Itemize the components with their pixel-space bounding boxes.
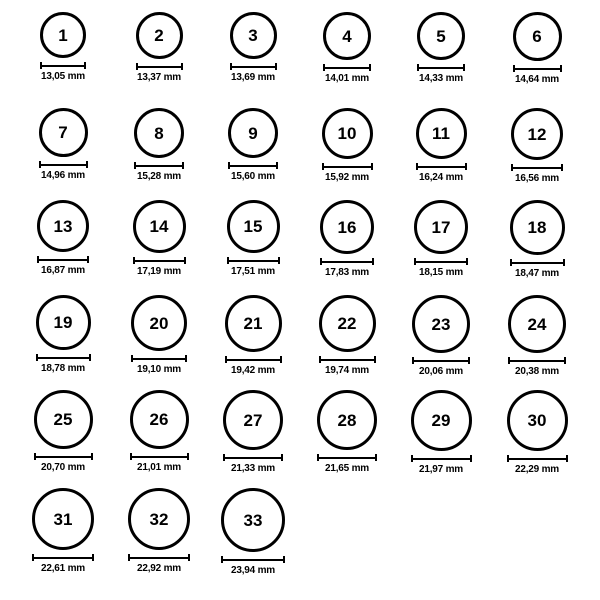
ring-diameter-label: 14,33 mm (419, 73, 463, 84)
dimension-bar-icon (133, 257, 186, 264)
dimension-bar-icon (227, 257, 280, 264)
dimension-line (317, 457, 377, 459)
ring-diameter-label: 19,74 mm (325, 365, 369, 376)
dimension-bar-icon (32, 554, 94, 561)
ring-diameter-label: 19,10 mm (137, 364, 181, 375)
ring-dimension (322, 163, 373, 183)
dimension-line (322, 166, 373, 168)
ring-dimension (36, 354, 91, 374)
ring-size-label: 20 (149, 313, 169, 333)
ring-diameter-label: 17,83 mm (325, 267, 369, 278)
dimension-bar-icon (511, 164, 563, 171)
dimension-line (227, 260, 280, 262)
ring-dimension (414, 258, 468, 278)
ring-circle (221, 488, 285, 552)
ring-dimension (134, 162, 184, 182)
ring-size-cell (395, 12, 487, 84)
dimension-bar-icon (228, 162, 278, 169)
dimension-line (136, 66, 183, 68)
ring-size-cell (113, 488, 205, 574)
dimension-bar-icon (508, 357, 566, 364)
ring-dimension (320, 258, 374, 278)
ring-size-label: 21 (243, 314, 263, 333)
ring-circle (317, 390, 377, 450)
dimension-line (37, 259, 89, 261)
dimension-bar-icon (507, 455, 568, 462)
ring-size-cell (207, 488, 299, 576)
ring-size-cell (395, 108, 487, 183)
ring-size-label: 33 (243, 510, 263, 530)
ring-circle (128, 488, 190, 550)
ring-diameter-label: 20,70 mm (41, 462, 85, 473)
ring-size-label: 22 (337, 314, 357, 333)
ring-size-cell (113, 390, 205, 473)
ring-size-label: 14 (149, 217, 169, 236)
ring-dimension (416, 163, 467, 183)
dimension-bar-icon (128, 554, 190, 561)
dimension-bar-icon (40, 62, 86, 69)
ring-size-cell (395, 295, 487, 377)
ring-size-label: 24 (527, 314, 547, 334)
ring-diameter-label: 17,51 mm (231, 266, 275, 277)
dimension-line (510, 262, 565, 264)
ring-size-label: 11 (432, 124, 450, 143)
ring-size-cell (207, 200, 299, 277)
ring-circle (513, 12, 562, 61)
dimension-line (511, 167, 563, 169)
ring-dimension (40, 62, 86, 82)
ring-diameter-label: 18,47 mm (515, 268, 559, 279)
ring-size-label: 7 (58, 123, 68, 142)
dimension-line (412, 360, 470, 362)
ring-size-cell (17, 390, 109, 473)
ring-diameter-label: 15,60 mm (231, 171, 275, 182)
ring-diameter-label: 16,87 mm (41, 265, 85, 276)
dimension-bar-icon (131, 355, 187, 362)
dimension-bar-icon (513, 65, 562, 72)
ring-diameter-label: 22,92 mm (137, 563, 181, 574)
dimension-line (40, 65, 86, 67)
ring-dimension (32, 554, 94, 574)
ring-size-label: 16 (337, 217, 357, 237)
dimension-line (128, 557, 190, 559)
ring-size-label: 31 (53, 509, 73, 529)
dimension-line (417, 67, 465, 69)
ring-size-cell (301, 295, 393, 376)
ring-size-cell (395, 200, 487, 278)
ring-size-label: 23 (431, 314, 451, 334)
ring-diameter-label: 17,19 mm (137, 266, 181, 277)
ring-size-cell (113, 295, 205, 375)
dimension-line (507, 458, 568, 460)
ring-size-cell (17, 200, 109, 276)
ring-dimension (223, 454, 283, 474)
ring-size-label: 18 (527, 218, 547, 237)
ring-size-cell (113, 12, 205, 83)
ring-dimension (412, 357, 470, 377)
dimension-bar-icon (416, 163, 467, 170)
dimension-bar-icon (412, 357, 470, 364)
ring-dimension (319, 356, 376, 376)
dimension-bar-icon (34, 453, 93, 460)
dimension-bar-icon (221, 556, 285, 563)
ring-diameter-label: 19,42 mm (231, 365, 275, 376)
ring-dimension (317, 454, 377, 474)
ring-diameter-label: 22,61 mm (41, 563, 85, 574)
ring-diameter-label: 21,01 mm (137, 462, 181, 473)
ring-size-cell (113, 108, 205, 182)
dimension-line (130, 456, 189, 458)
ring-size-cell (301, 12, 393, 84)
dimension-line (39, 164, 88, 166)
ring-size-label: 26 (149, 410, 169, 429)
ring-dimension (508, 357, 566, 377)
ring-circle (507, 390, 568, 451)
ring-size-cell (113, 200, 205, 277)
dimension-bar-icon (417, 64, 465, 71)
ring-diameter-label: 13,69 mm (231, 72, 275, 83)
ring-circle (414, 200, 468, 254)
ring-dimension (221, 556, 285, 576)
ring-circle (228, 108, 278, 158)
dimension-bar-icon (223, 454, 283, 461)
ring-size-cell (491, 390, 583, 475)
dimension-bar-icon (36, 354, 91, 361)
ring-circle (223, 390, 283, 450)
ring-circle (40, 12, 86, 58)
ring-size-label: 13 (53, 216, 73, 236)
ring-circle (39, 108, 88, 157)
ring-circle (416, 108, 467, 159)
dimension-line (221, 559, 285, 561)
ring-size-label: 4 (342, 26, 352, 46)
dimension-bar-icon (319, 356, 376, 363)
ring-dimension (411, 455, 472, 475)
dimension-bar-icon (225, 356, 282, 363)
ring-dimension (128, 554, 190, 574)
dimension-line (230, 66, 277, 68)
dimension-line (134, 165, 184, 167)
dimension-bar-icon (411, 455, 472, 462)
ring-dimension (136, 63, 183, 83)
ring-circle (34, 390, 93, 449)
ring-circle (417, 12, 465, 60)
ring-dimension (228, 162, 278, 182)
ring-diameter-label: 16,56 mm (515, 173, 559, 184)
ring-size-label: 6 (532, 27, 542, 46)
ring-size-cell (17, 12, 109, 82)
ring-dimension (511, 164, 563, 184)
ring-diameter-label: 18,15 mm (419, 267, 463, 278)
dimension-line (411, 458, 472, 460)
ring-size-label: 27 (243, 410, 263, 430)
ring-size-label: 28 (337, 410, 357, 430)
dimension-line (133, 260, 186, 262)
ring-circle (412, 295, 470, 353)
ring-circle (36, 295, 91, 350)
ring-size-cell (207, 295, 299, 376)
dimension-bar-icon (130, 453, 189, 460)
dimension-bar-icon (39, 161, 88, 168)
dimension-line (32, 557, 94, 559)
ring-circle (32, 488, 94, 550)
ring-diameter-label: 14,01 mm (325, 73, 369, 84)
ring-size-label: 17 (431, 217, 451, 237)
ring-size-cell (17, 488, 109, 574)
ring-diameter-label: 20,38 mm (515, 366, 559, 377)
dimension-line (416, 166, 467, 168)
ring-size-label: 3 (248, 26, 258, 45)
ring-size-label: 30 (527, 411, 547, 430)
ring-size-cell (207, 108, 299, 182)
ring-dimension (34, 453, 93, 473)
dimension-bar-icon (510, 259, 565, 266)
ring-diameter-label: 16,24 mm (419, 172, 463, 183)
ring-diameter-label: 18,78 mm (41, 363, 85, 374)
ring-dimension (507, 455, 568, 475)
ring-dimension (510, 259, 565, 279)
ring-diameter-label: 15,28 mm (137, 171, 181, 182)
ring-size-cell (491, 200, 583, 279)
dimension-line (36, 357, 91, 359)
ring-size-cell (17, 108, 109, 181)
ring-diameter-label: 21,33 mm (231, 463, 275, 474)
ring-size-cell (207, 12, 299, 83)
ring-circle (320, 200, 374, 254)
ring-dimension (323, 64, 371, 84)
dimension-bar-icon (322, 163, 373, 170)
dimension-line (225, 359, 282, 361)
ring-dimension (133, 257, 186, 277)
ring-circle (131, 295, 187, 351)
ring-circle (508, 295, 566, 353)
ring-size-label: 8 (154, 123, 164, 143)
ring-size-label: 25 (53, 410, 73, 429)
ring-dimension (513, 65, 562, 85)
dimension-bar-icon (323, 64, 371, 71)
ring-circle (37, 200, 89, 252)
dimension-bar-icon (414, 258, 468, 265)
ring-size-label: 29 (431, 411, 451, 430)
dimension-bar-icon (320, 258, 374, 265)
dimension-bar-icon (317, 454, 377, 461)
ring-size-label: 1 (58, 25, 68, 45)
ring-circle (227, 200, 280, 253)
dimension-line (323, 67, 371, 69)
ring-size-cell (491, 12, 583, 85)
ring-dimension (39, 161, 88, 181)
ring-size-label: 12 (527, 124, 547, 144)
dimension-bar-icon (230, 63, 277, 70)
ring-diameter-label: 15,92 mm (325, 172, 369, 183)
dimension-bar-icon (134, 162, 184, 169)
ring-circle (322, 108, 373, 159)
ring-circle (230, 12, 277, 59)
ring-size-cell (207, 390, 299, 474)
ring-diameter-label: 14,96 mm (41, 170, 85, 181)
dimension-line (513, 68, 562, 70)
dimension-line (508, 360, 566, 362)
ring-size-label: 9 (248, 123, 258, 143)
ring-size-label: 32 (149, 509, 169, 529)
dimension-line (319, 359, 376, 361)
ring-dimension (417, 64, 465, 84)
ring-dimension (225, 356, 282, 376)
ring-circle (225, 295, 282, 352)
ring-circle (411, 390, 472, 451)
ring-size-label: 2 (154, 26, 164, 45)
ring-circle (319, 295, 376, 352)
ring-diameter-label: 20,06 mm (419, 366, 463, 377)
ring-diameter-label: 13,05 mm (41, 71, 85, 82)
ring-circle (510, 200, 565, 255)
ring-size-label: 5 (436, 26, 446, 46)
dimension-line (223, 457, 283, 459)
ring-size-cell (491, 295, 583, 377)
ring-size-cell (301, 390, 393, 474)
dimension-line (414, 261, 468, 263)
ring-diameter-label: 21,65 mm (325, 463, 369, 474)
ring-diameter-label: 23,94 mm (231, 565, 275, 576)
ring-circle (511, 108, 563, 160)
ring-size-cell (17, 295, 109, 374)
ring-diameter-label: 14,64 mm (515, 74, 559, 85)
ring-diameter-label: 13,37 mm (137, 72, 181, 83)
ring-dimension (131, 355, 187, 375)
ring-circle (130, 390, 189, 449)
ring-size-cell (301, 200, 393, 278)
dimension-line (228, 165, 278, 167)
ring-dimension (230, 63, 277, 83)
ring-circle (134, 108, 184, 158)
ring-size-cell (301, 108, 393, 183)
dimension-bar-icon (136, 63, 183, 70)
ring-circle (323, 12, 371, 60)
ring-diameter-label: 21,97 mm (419, 464, 463, 475)
dimension-line (320, 261, 374, 263)
dimension-line (131, 358, 187, 360)
ring-size-label: 15 (243, 217, 263, 236)
dimension-line (34, 456, 93, 458)
ring-diameter-label: 22,29 mm (515, 464, 559, 475)
ring-size-cell (395, 390, 487, 475)
ring-dimension (130, 453, 189, 473)
ring-dimension (37, 256, 89, 276)
ring-circle (133, 200, 186, 253)
dimension-bar-icon (37, 256, 89, 263)
ring-size-label: 19 (53, 313, 73, 332)
ring-dimension (227, 257, 280, 277)
ring-size-label: 10 (337, 124, 357, 143)
ring-circle (136, 12, 183, 59)
ring-size-cell (491, 108, 583, 184)
